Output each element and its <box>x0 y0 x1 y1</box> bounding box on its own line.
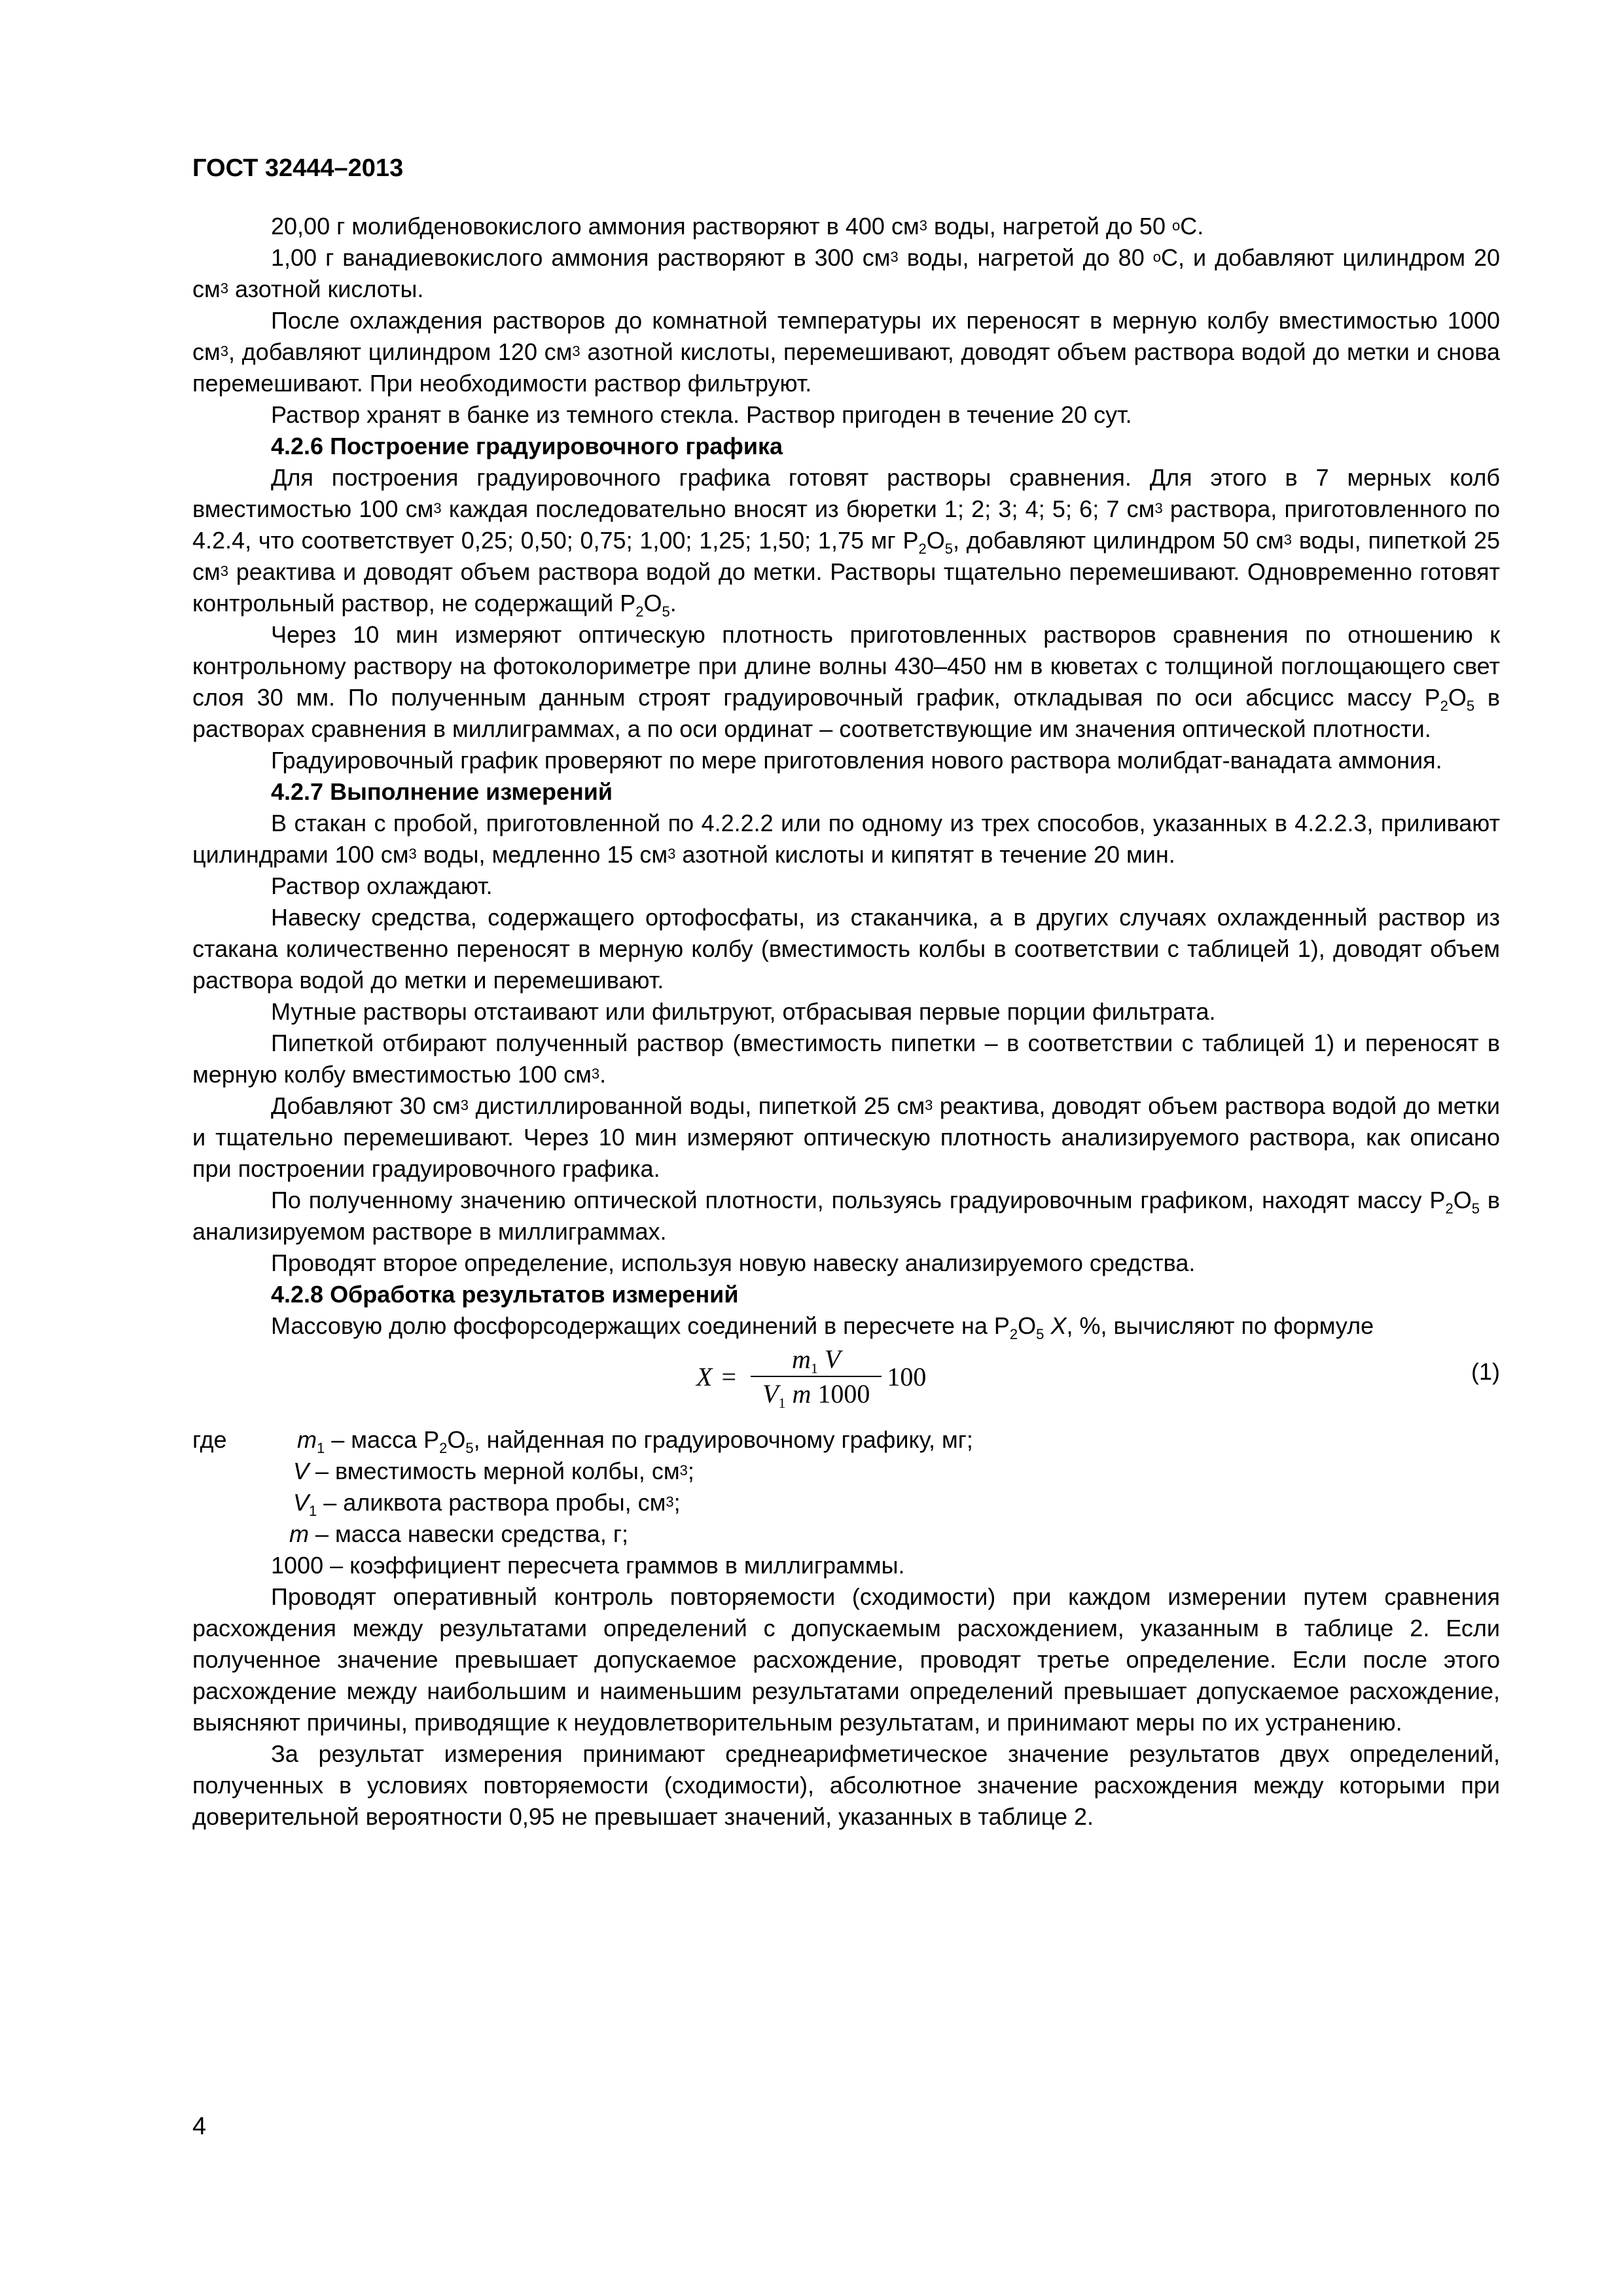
paragraph: Добавляют 30 $см^3$ дистиллированной воды, пипеткой 25 $см^3$ реактива, доводят объем раствора водой до метки и тщательно перемешивают. Через 10 мин измеряют оптическую плотность анализируемого раствора, как описано при построении градуировочного графика. <box>192 1092 1500 1182</box>
paragraph: В стакан с пробой, приготовленной по 4.2.2.2 или по одному из трех способов, указанных в 4.2.2.3, приливают цилиндрами 100 $см^3$ воды, медленно 15 $см^3$ азотной кислоты и кипятят в течение 20 мин. <box>192 810 1500 868</box>
legend-line: m – масса навески средства, г; <box>289 1520 628 1547</box>
paragraph: Проводят второе определение, используя новую навеску анализируемого средства. <box>271 1249 1196 1276</box>
paragraph: 20,00 г молибденовокислого аммония растворяют в 400 $см^3$ воды, нагретой до 50 $^о$С. <box>271 213 1204 240</box>
paragraph: Массовую долю фосфорсодержащих соединений в пересчете на $Р_2О_5$ X, %, вычисляют по формуле <box>271 1312 1374 1342</box>
paragraph: По полученному значению оптической плотности, пользуясь градуировочным графиком, находят массу $Р_2О_5$ в анализируемом растворе в миллиграммах. <box>192 1187 1500 1245</box>
paragraph: После охлаждения растворов до комнатной температуры их переносят в мерную колбу вместимостью 1000 $см^3$, добавляют цилиндром 120 $см^3$ азотной кислоты, перемешивают, доводят объем раствора водой до метки и снова перемешивают. При необходимости раствор фильтруют. <box>192 307 1501 397</box>
paragraph: Через 10 мин измеряют оптическую плотность приготовленных растворов сравнения по отношению к контрольному раствору на фотоколориметре при длине волны 430–450 нм в кюветах с толщиной поглощающего свет слоя 30 мм. По полученным данным строят градуировочный график, откладывая по оси абсцисс массу $Р_2О_5$ в растворах сравнения в миллиграммах, а по оси ординат – соответствующие им значения оптической плотности. <box>192 621 1500 742</box>
page-number: 4 <box>192 2113 207 2140</box>
standard-header: ГОСТ 32444–2013 <box>192 154 404 182</box>
formula-fraction: $\frac{m_1 V}{V_1 m 1000}$ <box>751 1343 882 1411</box>
legend-line: где $m_1$ – масса $Р_2О_5$, найденная по градуировочному графику, мг; <box>192 1426 973 1456</box>
document-body <box>192 211 1500 1833</box>
formula-number: (1) <box>1471 1358 1500 1385</box>
formula: X = $\frac{m_1 V}{V_1 m 1000}$ 100 <box>696 1344 927 1411</box>
legend-line: $V_1$ – аликвота раствора пробы, $см^3$; <box>293 1489 681 1519</box>
formula-block <box>192 1342 1500 1424</box>
paragraph: Градуировочный график проверяют по мере приготовления нового раствора молибдат-ванадата аммония. <box>271 747 1442 774</box>
paragraph: Проводят оперативный контроль повторяемости (сходимости) при каждом измерении путем сравнения расхождения между результатами определений с допускаемым расхождением, указанным в таблице 2. Если полученное значение превышает допускаемое расхождение, проводят третье определение. Если после этого расхождение между наибольшим и наименьшим результатами определений превышает допускаемое расхождение, выясняют причины, приводящие к неудовлетворительным результатам, и принимают меры по их устранению. <box>192 1583 1500 1736</box>
paragraph: Раствор охлаждают. <box>271 872 493 899</box>
paragraph: За результат измерения принимают среднеарифметическое значение результатов двух определений, полученных в условиях повторяемости (сходимости), абсолютное значение расхождения между которыми при доверительной вероятности 0,95 не превышает значений, указанных в таблице 2. <box>192 1740 1500 1830</box>
section-heading-4-2-8: 4.2.8 Обработка результатов измерений <box>271 1281 739 1308</box>
section-heading-4-2-7: 4.2.7 Выполнение измерений <box>271 778 613 805</box>
paragraph: Мутные растворы отстаивают или фильтруют, отбрасывая первые порции фильтрата. <box>271 998 1216 1025</box>
legend-line: 1000 – коэффициент пересчета граммов в миллиграммы. <box>271 1552 905 1579</box>
paragraph: Для построения градуировочного графика готовят растворы сравнения. Для этого в 7 мерных колб вместимостью 100 $см^3$ каждая последовательно вносят из бюретки 1; 2; 3; 4; 5; 6; 7 $см^3$ раствора, приготовленного по 4.2.4, что соответствует 0,25; 0,50; 0,75; 1,00; 1,25; 1,50; 1,75 мг $Р_2О_5$, добавляют цилиндром 50 $см^3$ воды, пипеткой 25 $см^3$ реактива и доводят объем раствора водой до метки. Растворы тщательно перемешивают. Одновременно готовят контрольный раствор, не содержащий $Р_2О_5$. <box>192 464 1500 620</box>
paragraph: Пипеткой отбирают полученный раствор (вместимость пипетки – в соответствии с таблицей 1) и переносят в мерную колбу вместимостью 100 $см^3$. <box>192 1030 1500 1088</box>
paragraph: 1,00 г ванадиевокислого аммония растворяют в 300 $см^3$ воды, нагретой до 80 $^о$С, и добавляют цилиндром 20 $см^3$ азотной кислоты. <box>192 244 1500 302</box>
paragraph: Навеску средства, содержащего ортофосфаты, из стаканчика, а в других случаях охлажденный раствор из стакана количественно переносят в мерную колбу (вместимость колбы в соответствии с таблицей 1), доводят объем раствора водой до метки и перемешивают. <box>192 904 1500 994</box>
legend-line: V – вместимость мерной колбы, $см^3$; <box>293 1458 694 1484</box>
paragraph: Раствор хранят в банке из темного стекла. Раствор пригоден в течение 20 сут. <box>271 401 1132 428</box>
section-heading-4-2-6: 4.2.6 Построение градуировочного графика <box>271 433 783 459</box>
